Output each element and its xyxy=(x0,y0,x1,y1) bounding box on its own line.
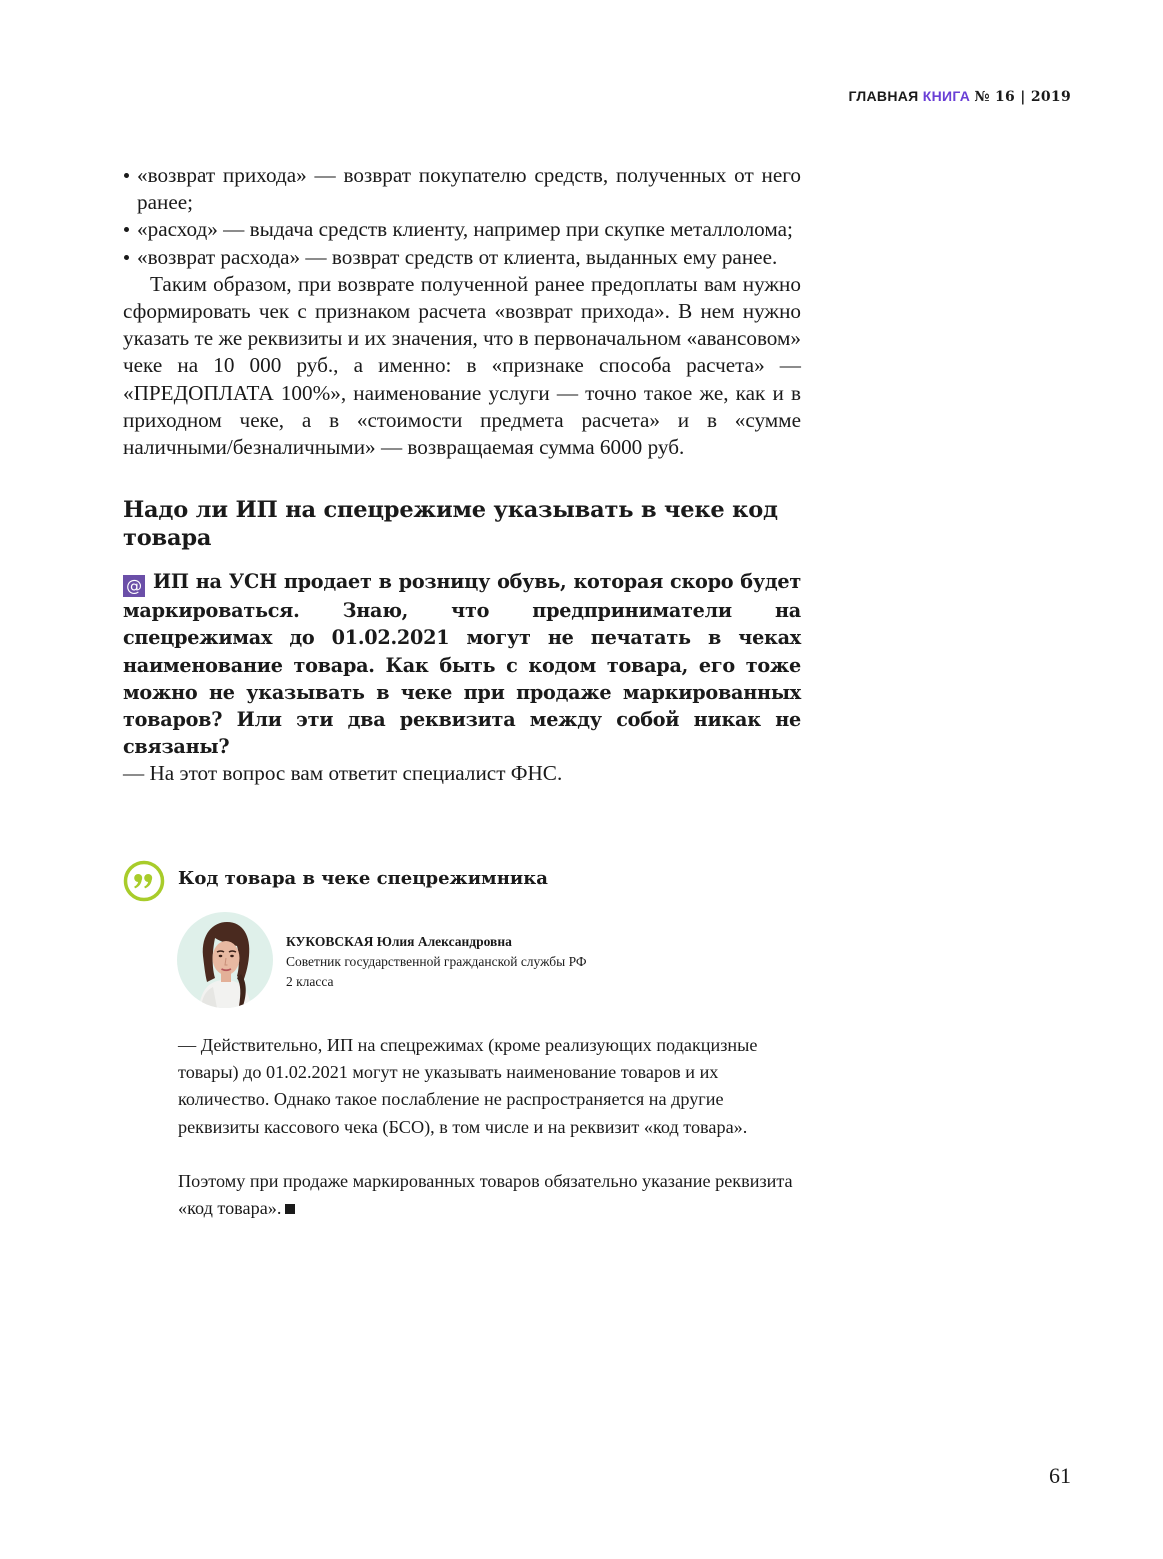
expert-info xyxy=(286,932,686,992)
question-text: ИП на УСН продает в розницу обувь, которая скоро будет маркироваться. Знаю, что предприниматели на спецрежимах до 01.02.2021 могут не печатать в чеках наименование товара. Как быть с кодом товара, его тоже можно не указывать в чеке при продаже маркированных товаров? Или эти два реквизита между собой никак не связаны? xyxy=(123,570,801,759)
bullet-item-return-income: «возврат прихода» — возврат покупателю средств, полученных от него ранее; xyxy=(123,162,801,216)
bullet-item-return-expense: «возврат расхода» — возврат средств от клиента, выданных ему ранее. xyxy=(123,244,801,271)
email-at-icon: @ xyxy=(123,575,145,597)
answer-paragraph-1: — Действительно, ИП на спецрежимах (кроме реализующих подакцизные товары) до 01.02.2021 могут не указывать наименование товаров и их количество. Однако такое послабление не распространяется на другие реквизиты кассового чека (БСО), в том числе и на реквизит «код товара». xyxy=(178,1035,758,1137)
expert-answer xyxy=(178,1032,798,1222)
end-of-article-mark xyxy=(285,1204,295,1214)
running-header xyxy=(849,88,1072,105)
page-number: 61 xyxy=(1049,1463,1071,1488)
brand-name-part1: ГЛАВНАЯ xyxy=(848,88,919,104)
bullet-item-expense: «расход» — выдача средств клиенту, например при скупке металлолома; xyxy=(123,216,801,243)
reader-question xyxy=(123,568,801,760)
expert-position-line1: Советник государственной гражданской службы РФ xyxy=(286,954,587,969)
issue-number: № 16 | 2019 xyxy=(974,89,1071,105)
bullet-list xyxy=(123,162,801,271)
expert-name: КУКОВСКАЯ Юлия Александровна xyxy=(286,934,512,949)
expert-avatar xyxy=(177,912,273,1008)
expert-position-line2: 2 класса xyxy=(286,974,334,989)
expert-portrait-image xyxy=(177,912,273,1008)
main-column xyxy=(123,162,801,788)
quote-title: Код товара в чеке спецрежимника xyxy=(178,868,548,889)
brand-name-part2: КНИГА xyxy=(922,88,971,104)
answer-paragraph-2 xyxy=(178,1168,798,1222)
answer-paragraph-2-text: Поэтому при продаже маркированных товаров обязательно указание реквизита «код товара». xyxy=(178,1170,793,1219)
section-heading: Надо ли ИП на спецрежиме указывать в чеке код товара xyxy=(123,497,778,552)
quote-icon xyxy=(123,860,165,902)
answer-intro: — На этот вопрос вам ответит специалист ФНС. xyxy=(123,761,563,786)
body-paragraph: Таким образом, при возврате полученной ранее предоплаты вам нужно сформировать чек с признаком расчета «возврат прихода». В нем нужно указать те же реквизиты и их значения, что в первоначальном «авансовом» чеке на 10 000 руб., а именно: в «признаке способа расчета» — «ПРЕДОПЛАТА 100%», наименование услуги — точно такое же, как и в приходном чеке, а в «стоимости предмета расчета» и в «сумме наличными/безналичными» — возвращаемая сумма 6000 руб. xyxy=(123,271,801,460)
